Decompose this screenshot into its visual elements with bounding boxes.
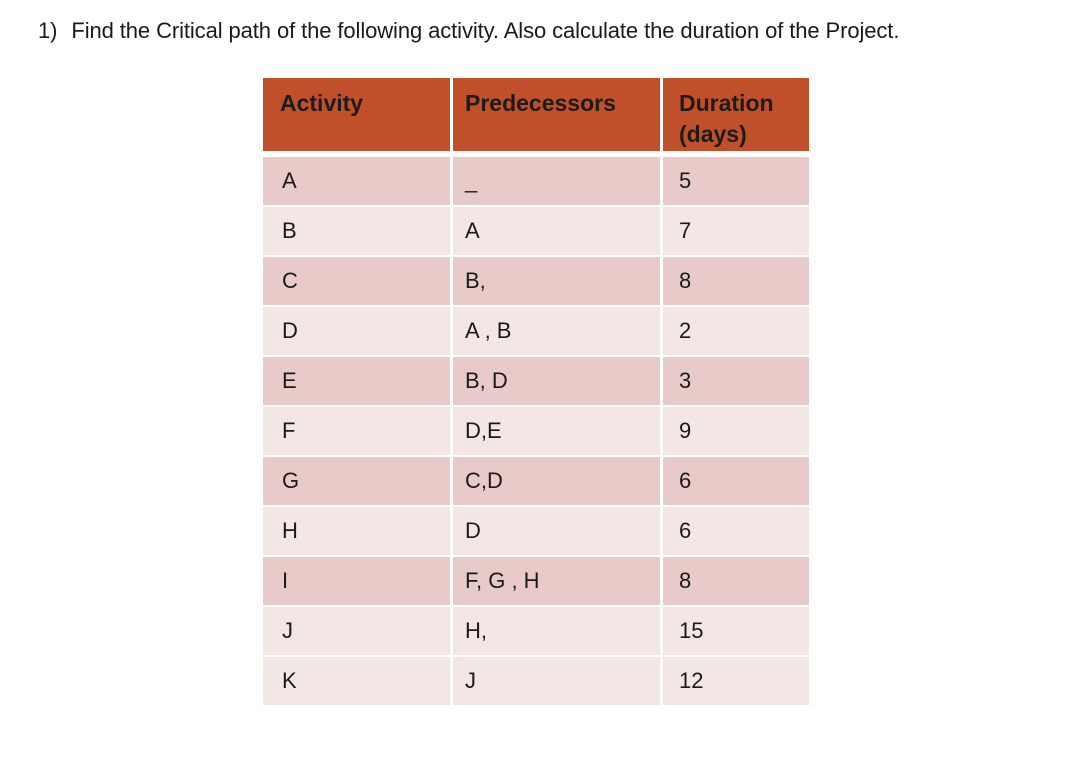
header-activity: Activity bbox=[263, 78, 453, 157]
cell-activity: C bbox=[263, 257, 453, 307]
header-duration-line2: (days) bbox=[679, 121, 747, 147]
cell-predecessors: _ bbox=[453, 157, 663, 207]
cell-activity: H bbox=[263, 507, 453, 557]
table-row bbox=[263, 307, 809, 357]
cell-predecessors: B, D bbox=[453, 357, 663, 407]
cell-activity: F bbox=[263, 407, 453, 457]
cell-activity: E bbox=[263, 357, 453, 407]
cell-activity: B bbox=[263, 207, 453, 257]
cell-predecessors: A bbox=[453, 207, 663, 257]
table-row bbox=[263, 507, 809, 557]
table-header-row bbox=[263, 78, 809, 157]
cell-predecessors: B, bbox=[453, 257, 663, 307]
cell-predecessors: D,E bbox=[453, 407, 663, 457]
question-text-line bbox=[38, 15, 899, 47]
cell-predecessors: D bbox=[453, 507, 663, 557]
cell-duration: 5 bbox=[663, 157, 809, 207]
table-row bbox=[263, 557, 809, 607]
cell-duration: 9 bbox=[663, 407, 809, 457]
cell-activity: G bbox=[263, 457, 453, 507]
header-duration bbox=[663, 78, 809, 157]
cell-predecessors: F, G , H bbox=[453, 557, 663, 607]
cell-activity: K bbox=[263, 657, 453, 707]
cell-duration: 15 bbox=[663, 607, 809, 657]
header-duration-line1: Duration bbox=[679, 90, 774, 116]
table-row bbox=[263, 457, 809, 507]
cell-duration: 7 bbox=[663, 207, 809, 257]
table-row bbox=[263, 657, 809, 707]
cell-activity: J bbox=[263, 607, 453, 657]
cell-duration: 6 bbox=[663, 507, 809, 557]
activity-table bbox=[263, 78, 809, 707]
question-number: 1) bbox=[38, 18, 58, 43]
cell-predecessors: A , B bbox=[453, 307, 663, 357]
cell-duration: 8 bbox=[663, 557, 809, 607]
cell-activity: D bbox=[263, 307, 453, 357]
table-row bbox=[263, 157, 809, 207]
cell-duration: 2 bbox=[663, 307, 809, 357]
header-predecessors: Predecessors bbox=[453, 78, 663, 157]
table-row bbox=[263, 607, 809, 657]
cell-duration: 3 bbox=[663, 357, 809, 407]
table-row bbox=[263, 207, 809, 257]
cell-predecessors: C,D bbox=[453, 457, 663, 507]
cell-predecessors: J bbox=[453, 657, 663, 707]
cell-duration: 12 bbox=[663, 657, 809, 707]
table-row bbox=[263, 407, 809, 457]
table-row bbox=[263, 257, 809, 307]
cell-predecessors: H, bbox=[453, 607, 663, 657]
table-row bbox=[263, 357, 809, 407]
cell-activity: I bbox=[263, 557, 453, 607]
table-body bbox=[263, 157, 809, 707]
cell-duration: 8 bbox=[663, 257, 809, 307]
cell-duration: 6 bbox=[663, 457, 809, 507]
question-prompt: Find the Critical path of the following activity. Also calculate the duration of the Project. bbox=[71, 18, 900, 43]
cell-activity: A bbox=[263, 157, 453, 207]
